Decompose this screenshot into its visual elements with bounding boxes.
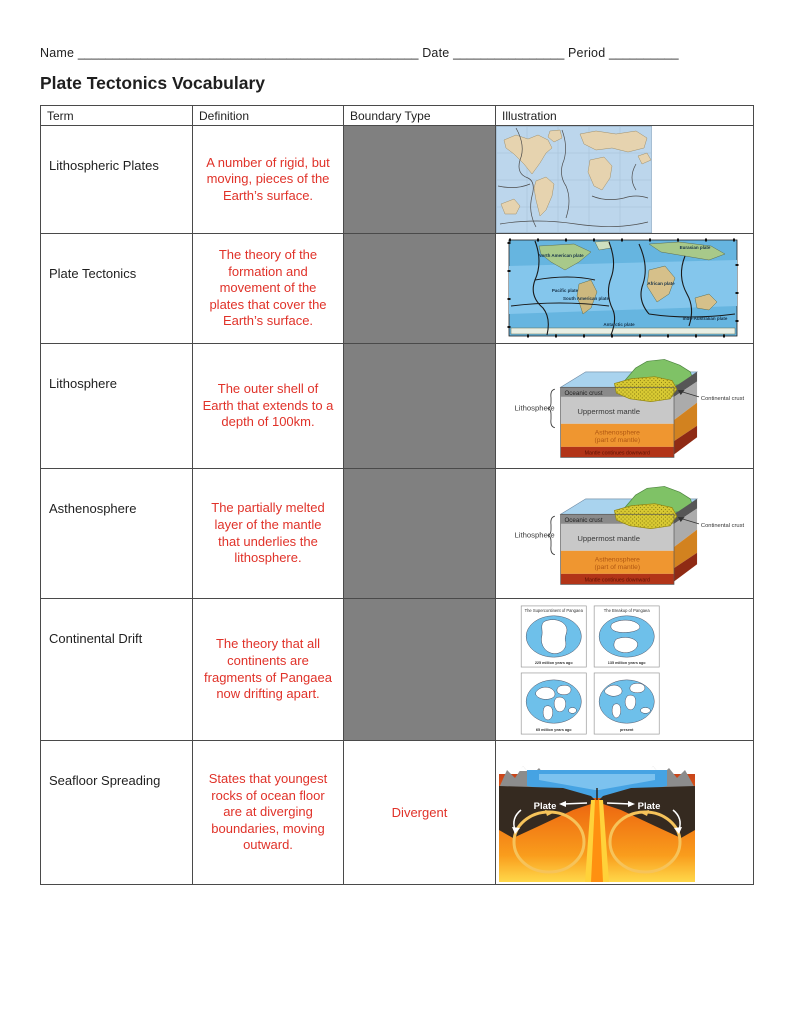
mantle-continues-label: Mantle continues downward (584, 577, 650, 584)
table-row (41, 234, 754, 344)
date-label: Date (422, 46, 450, 60)
panel-caption: 135 million years ago (607, 660, 646, 665)
table-row (41, 741, 754, 885)
term-lithosphere: Lithosphere (41, 344, 193, 469)
panel-caption: present (619, 727, 634, 732)
name-blank-line: _________________________________________________ (77, 46, 419, 60)
page-title: Plate Tectonics Vocabulary (40, 73, 265, 93)
period-blank-line: __________ (609, 46, 679, 60)
name-label: Name (40, 46, 75, 60)
boundary-type-cell-filled (344, 469, 496, 599)
column-header-boundary-type: Boundary Type (344, 106, 496, 126)
term-plate-tectonics: Plate Tectonics (41, 234, 193, 344)
definition-asthenosphere: The partially melted layer of the mantle that underlies the lithosphere. (193, 469, 344, 599)
seafloor-spreading-diagram (499, 744, 695, 882)
definition-plate-tectonics: The theory of the formation and movement of the plates that cover the Earth’s surface. (193, 234, 344, 344)
continental-crust-label: Continental crust (700, 395, 745, 402)
pangaea-landmass (541, 619, 567, 653)
name-date-period-line (40, 46, 791, 60)
column-header-illustration: Illustration (496, 106, 754, 126)
panel-caption: 225 million years ago (534, 660, 573, 665)
header-row (41, 106, 754, 126)
lithosphere-label: Lithosphere (514, 402, 555, 412)
oceanic-crust-label: Oceanic crust (564, 389, 603, 397)
plate-label: South American plate (562, 295, 610, 301)
term-continental-drift: Continental Drift (41, 599, 193, 741)
earth-layers-block-diagram (496, 345, 754, 468)
boundary-type-cell-filled (344, 234, 496, 344)
laurasia-landmass (611, 620, 640, 632)
table-row (41, 469, 754, 599)
plate-label-right: Plate (637, 800, 661, 812)
gondwana-landmass (614, 637, 638, 652)
earth-layers-block-diagram (496, 472, 754, 595)
illustration-cell (496, 126, 754, 234)
table-row (41, 599, 754, 741)
pangaea-breakup-panels (506, 600, 706, 740)
illustration-cell (496, 344, 754, 469)
continental-crust-label: Continental crust (700, 522, 745, 529)
panel-caption: 65 million years ago (535, 727, 572, 732)
mantle-continues-label: Mantle continues downward (584, 450, 650, 457)
plate-label: African plate (647, 280, 675, 286)
illustration-cell (496, 469, 754, 599)
plate-label: Eurasian plate (679, 244, 711, 250)
uppermost-mantle-label: Uppermost mantle (577, 406, 641, 416)
table-row (41, 344, 754, 469)
column-header-definition: Definition (193, 106, 344, 126)
oceanic-crust-label: Oceanic crust (564, 516, 603, 524)
panel-225-mya (521, 605, 586, 666)
term-lithospheric-plates: Lithospheric Plates (41, 126, 193, 234)
boundary-type-divergent: Divergent (344, 741, 496, 885)
definition-lithosphere: The outer shell of Earth that extends to a depth of 100km. (193, 344, 344, 469)
illustration-cell (496, 234, 754, 344)
boundary-type-cell-filled (344, 344, 496, 469)
term-asthenosphere: Asthenosphere (41, 469, 193, 599)
lithosphere-label: Lithosphere (514, 530, 555, 540)
date-blank-line: ________________ (453, 46, 565, 60)
left-spread-arrow (563, 803, 587, 804)
period-label: Period (568, 46, 606, 60)
illustration-cell (496, 599, 754, 741)
definition-lithospheric-plates: A number of rigid, but moving, pieces of the Earth’s surface. (193, 126, 344, 234)
asthenosphere-label-2: (part of mantle) (594, 564, 641, 572)
panel-65-mya (521, 672, 586, 733)
panel-title: The Breakup of Pangaea (603, 607, 650, 613)
definition-seafloor-spreading: States that youngest rocks of ocean floor are at diverging boundaries, moving outward. (193, 741, 344, 885)
term-seafloor-spreading: Seafloor Spreading (41, 741, 193, 885)
asthenosphere-label-1: Asthenosphere (594, 556, 640, 564)
plate-label: North American plate (538, 252, 584, 258)
vocabulary-table (40, 105, 754, 885)
boundary-type-cell-filled (344, 126, 496, 234)
plate-label: Indo-Australian plate (682, 315, 728, 321)
uppermost-mantle-label: Uppermost mantle (577, 534, 641, 544)
world-plate-boundaries-map (496, 126, 652, 233)
asthenosphere-label-2: (part of mantle) (594, 436, 641, 444)
panel-title: The Supercontinent of Pangaea (524, 607, 583, 613)
asthenosphere-label-1: Asthenosphere (594, 428, 640, 436)
tectonic-plates-map (499, 236, 751, 342)
illustration-cell (496, 741, 754, 885)
right-spread-arrow (607, 803, 631, 804)
panel-135-mya (594, 605, 659, 666)
panel-present (594, 672, 659, 733)
boundary-type-cell-filled (344, 599, 496, 741)
plate-label-left: Plate (533, 800, 557, 812)
plate-label: Pacific plate (551, 287, 579, 293)
column-header-term: Term (41, 106, 193, 126)
definition-continental-drift: The theory that all continents are fragments of Pangaea now drifting apart. (193, 599, 344, 741)
plate-label: Antarctic plate (603, 321, 635, 327)
table-row (41, 126, 754, 234)
